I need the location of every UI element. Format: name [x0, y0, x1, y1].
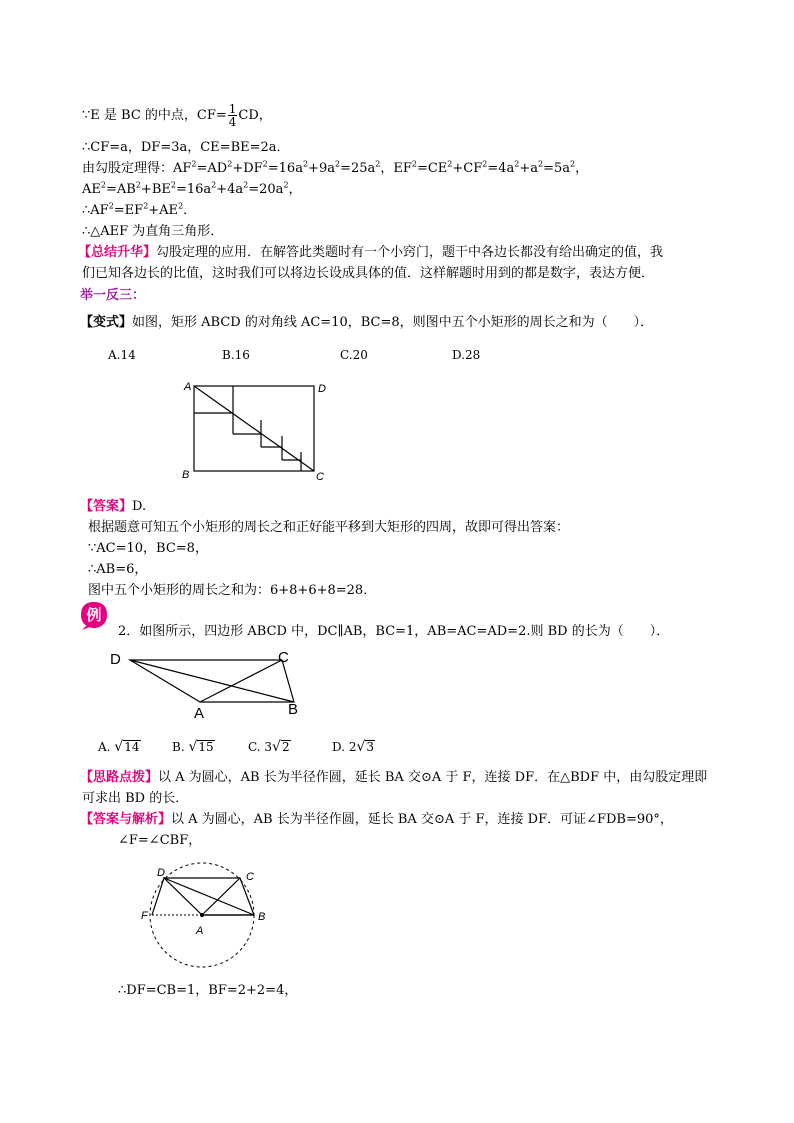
- proof-line-1: ∵E 是 BC 的中点，CF= $\frac{1}{4}$ CD，: [82, 102, 272, 129]
- answer-line-2: ∵AC=10，BC=8，: [88, 541, 208, 556]
- example-badge-icon: [80, 600, 108, 630]
- example2-question: 2．如图所示，四边形 ABCD 中，DC∥AB，BC=1，AB=AC=AD=2.则 BD 的长为（ ）．: [118, 624, 670, 639]
- label-a: A: [194, 705, 205, 722]
- example2-option-a: A. √14: [98, 739, 140, 755]
- diagonal-ac: [194, 386, 314, 471]
- proof-line-2: ∴CF=a，DF=3a，CE=BE=2a．: [82, 140, 290, 155]
- label-d: D: [157, 867, 165, 879]
- analysis-line-2: ∠F=∠CBF，: [118, 833, 202, 848]
- center-point: [200, 913, 204, 917]
- label-c: C: [246, 871, 254, 883]
- variant-option-d: D.28: [452, 348, 481, 362]
- example2-option-b: B. √15: [172, 739, 214, 755]
- summary-line-1: 【总结升华】勾股定理的应用．在解答此类题时有一个小窍门，题干中各边长都没有给出确定的值，我: [78, 245, 664, 260]
- label-a: A: [184, 381, 192, 393]
- hint-line-1: 【思路点拨】以 A 为圆心，AB 长为半径作圆，延长 BA 交⊙A 于 F，连接 DF．在△BDF 中，由勾股定理即: [80, 770, 708, 785]
- circle-figure: [136, 860, 286, 972]
- hint-line-2: 可求出 BD 的长．: [82, 791, 189, 806]
- analysis-last-line: ∴DF=CB=1，BF=2+2=4，: [118, 983, 298, 998]
- proof-line-3: 由勾股定理得：$AF^2=AD^2+DF^2=16a^2+9a^2=25a^2$，$EF^2=CE^2+CF^2=4a^2+a^2=5a^2$，: [82, 159, 589, 176]
- answer-header: [80, 498, 146, 516]
- summary-line-2: 们已知各边长的比值，这时我们可以将边长设成具体的值．这样解题时用到的都是数字，表达方便．: [82, 266, 655, 281]
- proof-line-6: ∴△AEF 为直角三角形．: [82, 224, 224, 239]
- variant-option-c: C.20: [340, 348, 368, 362]
- analysis-tag: 【答案与解析】: [80, 812, 172, 827]
- label-a: A: [196, 925, 204, 937]
- label-d: D: [110, 651, 121, 668]
- summary-tag: 【总结升华】: [78, 245, 157, 260]
- fraction: $\frac{1}{4}$: [228, 102, 237, 129]
- label-c: C: [278, 649, 289, 666]
- label-b: B: [288, 701, 299, 718]
- label-d: D: [318, 383, 326, 395]
- answer-tag: 【答案】: [80, 499, 133, 514]
- label-b: B: [258, 911, 266, 923]
- variant-option-b: B.16: [222, 348, 250, 362]
- proof-line-4: $AE^2=AB^2+BE^2=16a^2+4a^2=20a^2$，: [82, 180, 302, 197]
- proof-line-5: $\therefore AF^2=EF^2+AE^2$．: [82, 201, 197, 218]
- example2-option-d: D. 2√3: [332, 739, 375, 755]
- variant-option-a: A.14: [108, 348, 136, 362]
- answer-value: D.: [132, 499, 147, 514]
- answer-line-4: 图中五个小矩形的周长之和为：6+8+6+8=28．: [88, 583, 377, 598]
- answer-line-1: 根据题意可知五个小矩形的周长之和正好能平移到大矩形的四周，故即可得出答案：: [88, 520, 570, 535]
- label-b: B: [182, 469, 190, 481]
- analysis-line-1: 【答案与解析】以 A 为圆心，AB 长为半径作圆，延长 BA 交⊙A 于 F，连接 DF．可证∠FDB=90°，: [80, 812, 673, 827]
- svg-text:例: 例: [86, 607, 102, 624]
- example2-option-c: C. 3√2: [248, 739, 290, 755]
- label-f: F: [141, 910, 148, 922]
- trapezoid-figure: [106, 644, 306, 724]
- answer-line-3: ∴AB=6，: [88, 562, 148, 577]
- variant-tag: 【变式】: [80, 315, 133, 330]
- juyi-label: 举一反三：: [80, 288, 146, 303]
- hint-tag: 【思路点拨】: [80, 770, 159, 785]
- segment-db: [164, 878, 254, 915]
- rectangle-figure: [176, 376, 336, 486]
- label-c: C: [316, 471, 324, 483]
- variant-question: 【变式】如图，矩形 ABCD 的对角线 AC=10，BC=8，则图中五个小矩形的周长之和为（ ）．: [80, 315, 654, 330]
